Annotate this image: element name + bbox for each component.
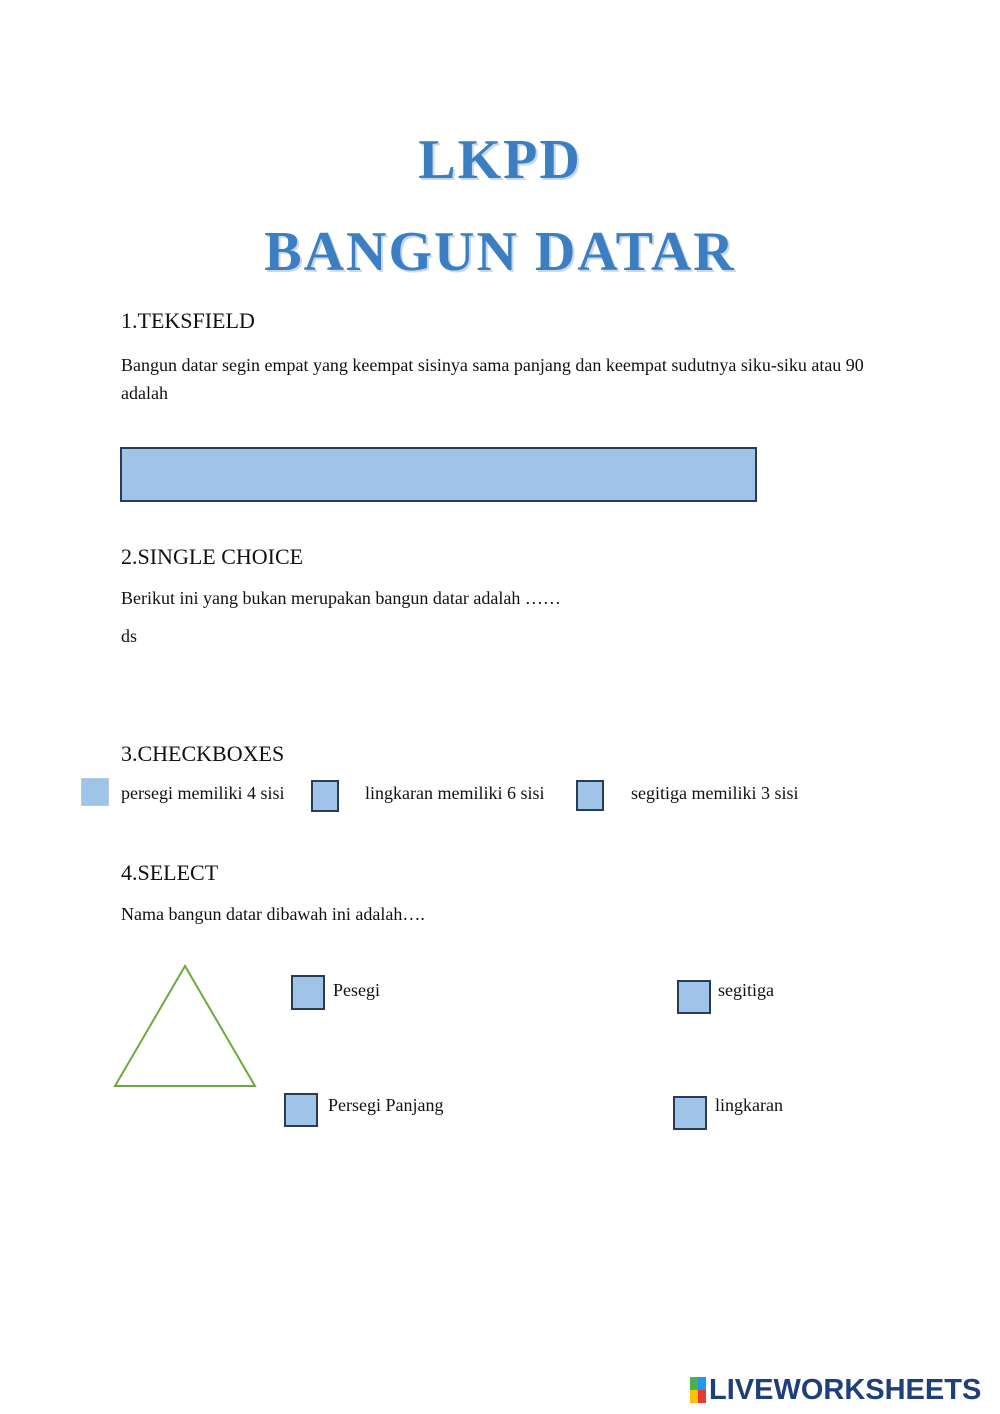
section4-question: Nama bangun datar dibawah ini adalah….	[121, 904, 425, 924]
section1-question: Bangun datar segin empat yang keempat sisinya sama panjang dan keempat sudutnya siku-siku atau 90 adalah	[121, 355, 864, 403]
select-option-label-lingkaran: lingkaran	[715, 1095, 783, 1115]
liveworksheets-logo	[690, 1374, 981, 1406]
worksheet-title-line2: BANGUN DATAR	[264, 221, 736, 283]
answer-textfield[interactable]	[120, 447, 757, 502]
section1-heading: 1.TEKSFIELD	[121, 308, 255, 333]
checkbox-option-3[interactable]	[576, 780, 604, 811]
section2-heading: 2.SINGLE CHOICE	[121, 544, 304, 569]
select-option-box-segitiga[interactable]	[677, 980, 711, 1014]
section4-heading: 4.SELECT	[121, 860, 219, 885]
triangle-icon	[110, 960, 262, 1092]
liveworksheets-logo-icon	[690, 1377, 706, 1403]
select-option-label-segitiga: segitiga	[718, 980, 774, 1000]
section2-answer-text: ds	[121, 626, 138, 646]
checkbox-label-2: lingkaran memiliki 6 sisi	[365, 783, 545, 803]
checkbox-option-1[interactable]	[81, 778, 109, 806]
liveworksheets-brand-text: LIVEWORKSHEETS	[709, 1373, 982, 1406]
select-option-label-persegi-panjang: Persegi Panjang	[328, 1095, 444, 1115]
checkbox-label-1: persegi memiliki 4 sisi	[121, 783, 285, 803]
worksheet-title-line1: LKPD	[418, 129, 582, 191]
select-option-box-lingkaran[interactable]	[673, 1096, 707, 1130]
checkbox-option-2[interactable]	[311, 780, 339, 812]
section2-question: Berikut ini yang bukan merupakan bangun datar adalah ……	[121, 588, 561, 608]
select-option-label-pesegi: Pesegi	[333, 980, 380, 1000]
checkbox-label-3: segitiga memiliki 3 sisi	[631, 783, 799, 803]
select-option-box-persegi-panjang[interactable]	[284, 1093, 318, 1127]
select-option-box-pesegi[interactable]	[291, 975, 325, 1010]
section3-heading: 3.CHECKBOXES	[121, 741, 285, 766]
